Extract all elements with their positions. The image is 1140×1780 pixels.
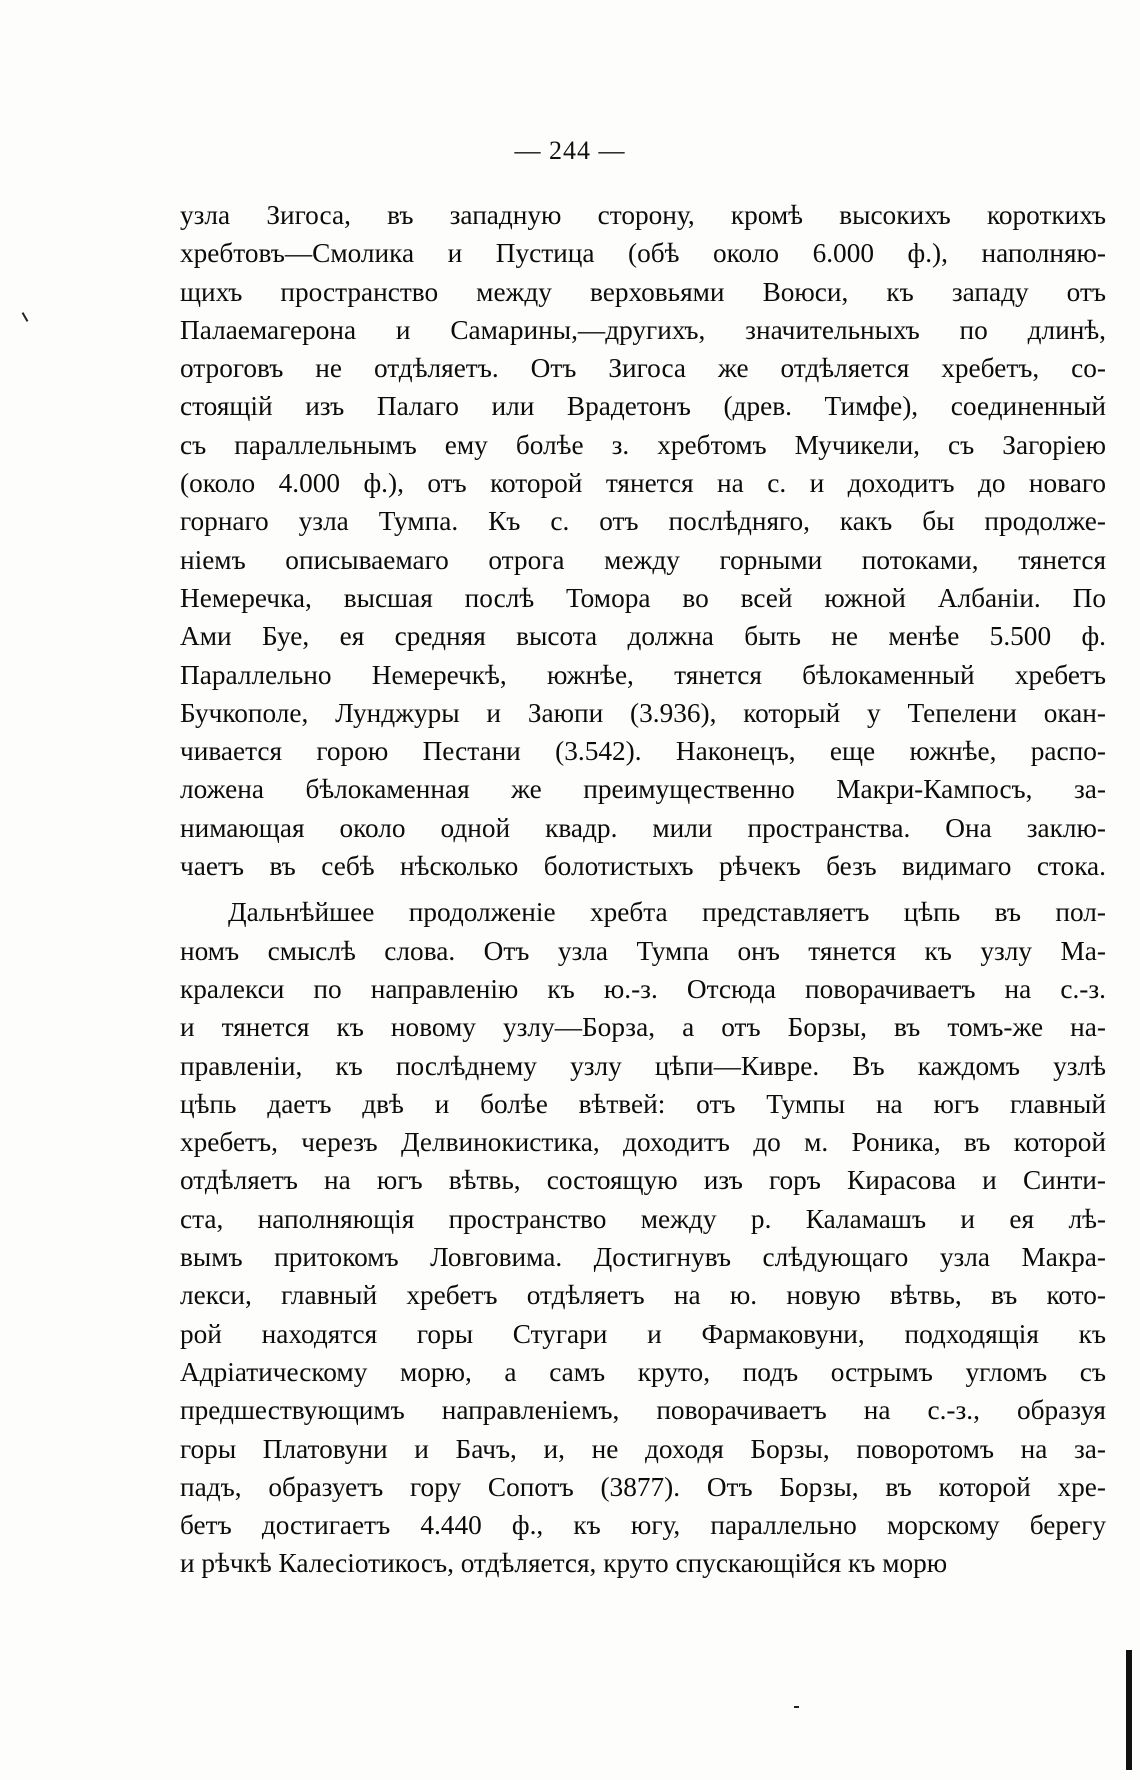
scan-mark — [794, 1706, 799, 1708]
text-line: правленіи, къ послѣднему узлу цѣпи—Кивре. Въ каждомъ узлѣ — [180, 1050, 1106, 1081]
text-line: чаетъ въ себѣ нѣсколько болотистыхъ рѣчекъ безъ видимаго стока. — [180, 851, 1106, 882]
page-number: — 244 — — [514, 136, 626, 165]
text-line: хребетъ, черезъ Делвинокистика, доходитъ до м. Роника, въ которой — [180, 1127, 1106, 1158]
text-line: съ параллельнымъ ему болѣе з. хребтомъ Мучикели, съ Загоріею — [180, 429, 1106, 460]
scan-mark — [22, 312, 29, 322]
text-line: хребтовъ—Смолика и Пустица (обѣ около 6.000 ф.), наполняю- — [180, 238, 1106, 269]
text-line: ста, наполняющія пространство между р. Каламашъ и ея лѣ- — [180, 1203, 1106, 1234]
text-line: щихъ пространство между верховьями Воюси, къ западу отъ — [180, 276, 1106, 307]
text-line: лекси, главный хребетъ отдѣляетъ на ю. новую вѣтвь, въ кото- — [180, 1280, 1106, 1311]
scan-edge-mark — [1126, 1650, 1132, 1770]
text-line: падъ, образуетъ гору Сопотъ (3877). Отъ Борзы, въ которой хре- — [180, 1471, 1106, 1502]
text-line: и тянется къ новому узлу—Борза, а отъ Борзы, въ томъ-же на- — [180, 1012, 1106, 1043]
text-line: рой находятся горы Стугари и Фармаковуни, подходящія къ — [180, 1318, 1106, 1349]
text-line: цѣпь даетъ двѣ и болѣе вѣтвей: отъ Тумпы на югъ главный — [180, 1088, 1106, 1119]
text-line: ніемъ описываемаго отрога между горными потоками, тянется — [180, 544, 1106, 575]
text-line: Бучкополе, Лунджуры и Заюпи (3.936), который у Тепелени окан- — [180, 697, 1106, 728]
text-line: вымъ притокомъ Ловговима. Достигнувъ слѣдующаго узла Макра- — [180, 1242, 1106, 1273]
text-line: нимающая около одной квадр. мили пространства. Она заклю- — [180, 812, 1106, 843]
paragraph-1 — [180, 196, 1106, 885]
text-line: предшествующимъ направленіемъ, поворачиваетъ на с.-з., образуя — [180, 1395, 1106, 1426]
text-line: горнаго узла Тумпа. Къ с. отъ послѣдняго, какъ бы продолже- — [180, 506, 1106, 537]
text-line: Дальнѣйшее продолженіе хребта представляетъ цѣпь въ пол- — [228, 897, 1106, 928]
text-line: чивается горою Пестани (3.542). Наконецъ, еще южнѣе, распо- — [180, 736, 1106, 767]
text-line: отдѣляетъ на югъ вѣтвь, состоящую изъ горъ Кирасова и Синти- — [180, 1165, 1106, 1196]
text-line: Немеречка, высшая послѣ Томора во всей южной Албаніи. По — [180, 582, 1106, 613]
text-line: Палаемагерона и Самарины,—другихъ, значительныхъ по длинѣ, — [180, 314, 1106, 345]
paragraph-2 — [180, 893, 1106, 1582]
text-line: и рѣчкѣ Калесіотикосъ, отдѣляется, круто спускающійся къ морю — [180, 1548, 948, 1579]
text-line: кралекси по направленію къ ю.-з. Отсюда поворачиваетъ на с.-з. — [180, 973, 1106, 1004]
body-text — [180, 196, 1106, 1583]
paragraph-gap — [180, 885, 1106, 893]
text-line: стоящій изъ Палаго или Врадетонъ (древ. Тимфе), соединенный — [180, 391, 1106, 422]
text-line: отроговъ не отдѣляетъ. Отъ Зигоса же отдѣляется хребетъ, со- — [180, 353, 1106, 384]
text-line: бетъ достигаетъ 4.440 ф., къ югу, параллельно морскому берегу — [180, 1510, 1106, 1541]
text-line: ложена бѣлокаменная же преимущественно Макри-Кампосъ, за- — [180, 774, 1106, 805]
text-line: узла Зигоса, въ западную сторону, кромѣ высокихъ короткихъ — [180, 200, 1106, 230]
text-line: Адріатическому морю, а самъ круто, подъ острымъ угломъ съ — [180, 1356, 1106, 1387]
text-line: горы Платовуни и Бачъ, и, не доходя Борзы, поворотомъ на за- — [180, 1433, 1106, 1464]
text-line: Ами Буе, ея средняя высота должна быть не менѣе 5.500 ф. — [180, 621, 1106, 652]
text-line: номъ смыслѣ слова. Отъ узла Тумпа онъ тянется къ узлу Ма- — [180, 935, 1106, 966]
text-line: Параллельно Немеречкѣ, южнѣе, тянется бѣлокаменный хребетъ — [180, 659, 1106, 690]
text-line: (около 4.000 ф.), отъ которой тянется на с. и доходитъ до новаго — [180, 468, 1106, 499]
